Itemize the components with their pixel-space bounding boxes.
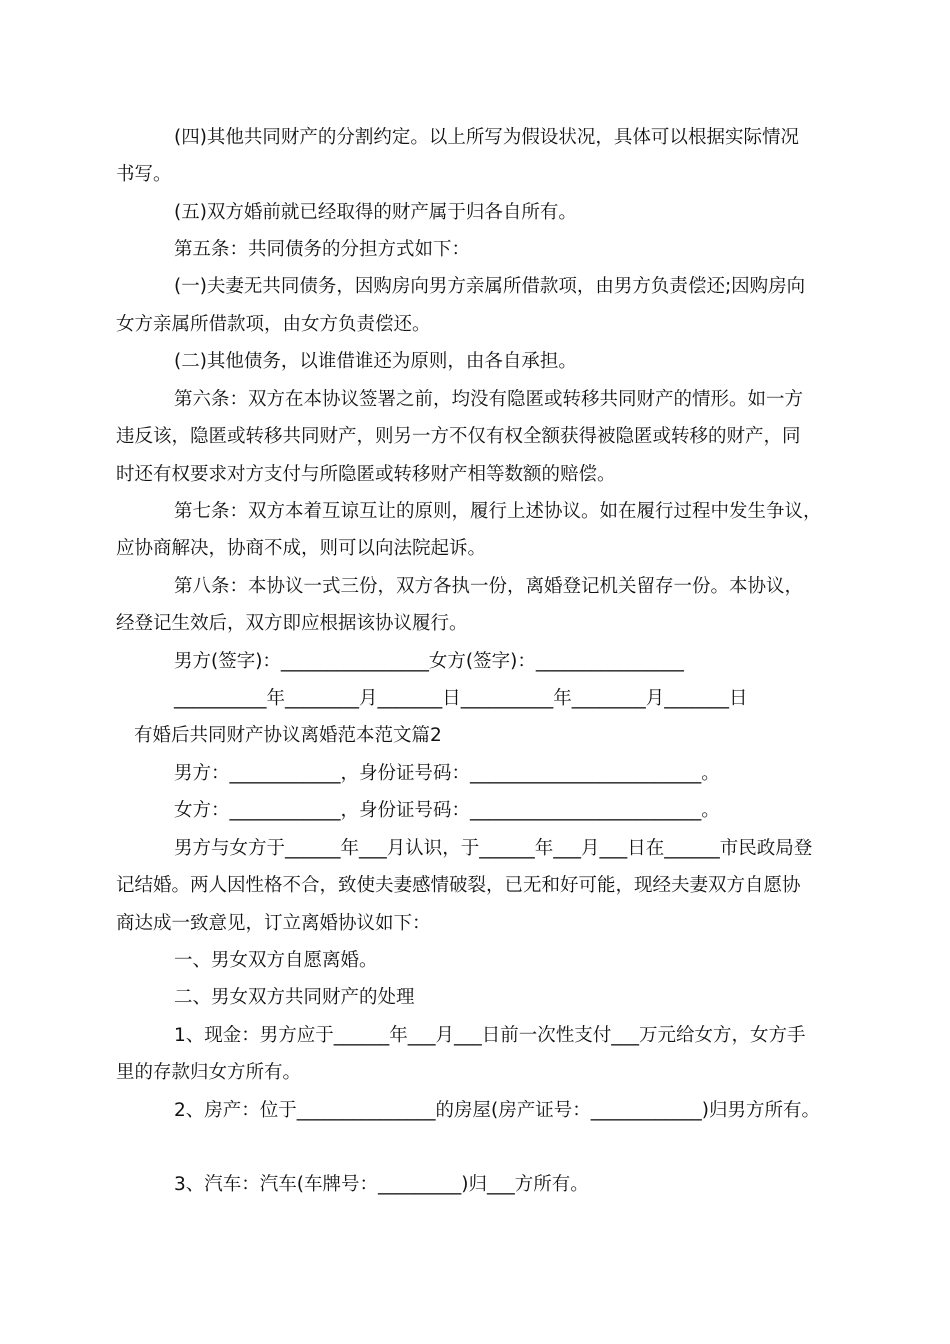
paragraph-line: (二)其他债务，以谁借谁还为原则，由各自承担。 [174,351,577,372]
paragraph-line: 第五条：共同债务的分担方式如下： [174,239,471,260]
paragraph-line: 3、汽车：汽车(车牌号：_________)归___方所有。 [174,1174,589,1195]
party-line-female: 女方：____________，身份证号码：_________________________。 [174,800,720,821]
paragraph-line: 经登记生效后，双方即应根据该协议履行。 [116,613,468,634]
section-title: 有婚后共同财产协议离婚范本范文篇2 [134,725,442,746]
paragraph-line: 应协商解决，协商不成，则可以向法院起诉。 [116,538,487,559]
paragraph-line: 违反该，隐匿或转移共同财产，则另一方不仅有权全额获得被隐匿或转移的财产，同 [116,426,801,447]
paragraph-line: 1、现金：男方应于______年___月___日前一次性支付___万元给女方，女方手 [174,1025,806,1046]
paragraph-line: 2、房产：位于_______________的房屋(房产证号：____________)归男方所有。 [174,1100,820,1121]
date-line: __________年________月_______日__________年________月_______日 [174,688,748,709]
signature-line: 男方(签字)：________________女方(签字)：________________ [174,651,684,672]
paragraph-line: 商达成一致意见，订立离婚协议如下： [116,913,431,934]
paragraph-line: 第八条：本协议一式三份，双方各执一份，离婚登记机关留存一份。本协议， [174,576,804,597]
paragraph-line: 第六条：双方在本协议签署之前，均没有隐匿或转移共同财产的情形。如一方 [174,389,804,410]
paragraph-line: 二、男女双方共同财产的处理 [174,987,415,1008]
paragraph-line: 里的存款归女方所有。 [116,1062,302,1083]
paragraph-line: 记结婚。两人因性格不合，致使夫妻感情破裂，已无和好可能，现经夫妻双方自愿协 [116,875,801,896]
paragraph-line: (五)双方婚前就已经取得的财产属于归各自所有。 [174,202,577,223]
paragraph-line: 女方亲属所借款项，由女方负责偿还。 [116,314,431,335]
paragraph-line: 第七条：双方本着互谅互让的原则，履行上述协议。如在履行过程中发生争议， [174,501,822,522]
paragraph-line: 男方与女方于______年___月认识，于______年___月___日在______市民政局登 [174,838,813,859]
paragraph-line: (一)夫妻无共同债务，因购房向男方亲属所借款项，由男方负责偿还;因购房向 [174,276,806,297]
paragraph-line: (四)其他共同财产的分割约定。以上所写为假设状况，具体可以根据实际情况 [174,127,799,148]
paragraph-line: 一、男女双方自愿离婚。 [174,950,378,971]
paragraph-line: 书写。 [116,164,172,185]
party-line-male: 男方：____________，身份证号码：_________________________。 [174,763,720,784]
paragraph-line: 时还有权要求对方支付与所隐匿或转移财产相等数额的赔偿。 [116,464,616,485]
